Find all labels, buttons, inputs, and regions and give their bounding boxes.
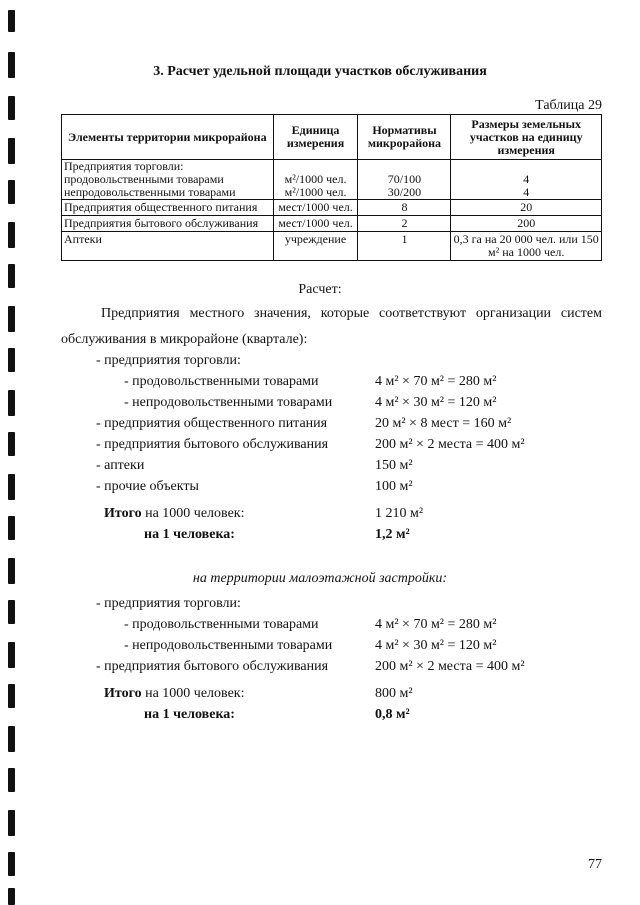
binder-mark [8,348,15,372]
table-cell: 2 [358,216,451,232]
table-cell: мест/1000 чел. [273,216,358,232]
binder-mark [8,180,15,204]
binder-mark [8,390,15,416]
binder-mark [8,96,15,120]
total-bold-2: Итого [104,686,142,701]
trade-label-2: - предприятия торговли: [96,596,241,611]
total-rest-2: на 1000 человек: [141,686,245,701]
food-label: - продовольственными товарами [124,374,319,389]
trade-label: - предприятия торговли: [96,353,241,368]
binder-mark [8,516,15,540]
pharmacy-value: 150 м² [375,458,413,473]
cell-line: продовольственными товарами [64,172,224,186]
service-value: 200 м² × 2 места = 400 м² [375,437,525,452]
service-label-2: - предприятия бытового обслуживания [96,659,329,674]
table-header-row [62,115,602,160]
table-cell: 0,3 га на 20 000 чел. или 150 м² на 1000 чел. [451,232,602,261]
service-value-2: 200 м² × 2 места = 400 м² [375,659,525,674]
per-person-label-2: на 1 человека: [144,707,235,722]
table-cell: мест/1000 чел. [273,200,358,216]
per-person-value: 1,2 м² [375,527,410,542]
total-label-2 [104,686,244,702]
service-label: - предприятия бытового обслуживания [96,437,329,452]
table-cell: 8 [358,200,451,216]
other-label: - прочие объекты [96,479,199,494]
total-value-2: 800 м² [375,686,413,701]
per-person-value-2: 0,8 м² [375,707,410,722]
binder-mark [8,684,15,708]
norms-table [61,114,602,261]
table-cell: Предприятия общественного питания [62,200,274,216]
table-cell [62,160,274,200]
binder-mark [8,888,15,905]
header-elements: Элементы территории микрорайона [62,115,274,160]
table-cell [273,160,358,200]
binder-mark [8,852,15,876]
catering-label: - предприятия общественного питания [96,416,328,431]
page-title: 3. Расчет удельной площади участков обслуживания [153,64,487,79]
table-row [62,160,602,200]
subheading: на территории малоэтажной застройки: [192,571,448,586]
binder-mark [8,10,15,32]
table-label: Таблица 29 [535,98,602,113]
binder-mark [8,600,15,624]
catering-value: 20 м² × 8 мест = 160 м² [375,416,512,431]
table-cell [451,160,602,200]
binder-mark [8,810,15,836]
table-row [62,200,602,216]
total-bold: Итого [104,506,142,521]
cell-line: м²/1000 чел. [284,172,347,186]
binder-mark [8,138,15,164]
cell-line: м²/1000 чел. [284,185,347,199]
table-row [62,232,602,261]
binder-mark [8,726,15,752]
nonfood-label-2: - непродовольственными товарами [124,638,333,653]
table-cell: 200 [451,216,602,232]
table-cell: Предприятия бытового обслуживания [62,216,274,232]
cell-line: 30/200 [387,185,422,199]
calc-label: Расчет: [298,282,342,297]
per-person-label: на 1 человека: [144,527,235,542]
table-cell: Аптеки [62,232,274,261]
table-cell [358,160,451,200]
cell-line: 4 [523,172,530,186]
total-rest: на 1000 человек: [141,506,245,521]
other-value: 100 м² [375,479,413,494]
binder-mark [8,642,15,668]
table-row [62,216,602,232]
cell-line: Предприятия торговли: [64,159,184,173]
food-label-2: - продовольственными товарами [124,617,319,632]
binder-mark [8,768,15,792]
total-value: 1 210 м² [375,506,424,521]
binder-mark [8,432,15,456]
cell-line: 70/100 [387,172,422,186]
header-plot-sizes: Размеры земельных участков на единицу измерения [451,115,602,160]
table-cell: учреждение [273,232,358,261]
binder-mark [8,306,15,332]
cell-line: 4 [523,185,530,199]
food-value-2: 4 м² × 70 м² = 280 м² [375,617,497,632]
header-unit: Единица измерения [273,115,358,160]
nonfood-value: 4 м² × 30 м² = 120 м² [375,395,497,410]
binder-mark [8,474,15,500]
table-cell: 20 [451,200,602,216]
food-value: 4 м² × 70 м² = 280 м² [375,374,497,389]
table-cell: 1 [358,232,451,261]
intro-paragraph: Предприятия местного значения, которые соответствуют организации систем обслуживания в микрорайоне (квартале): [61,306,602,347]
binder-mark [8,222,15,248]
nonfood-label: - непродовольственными товарами [124,395,333,410]
cell-line: непродовольственными товарами [64,185,236,199]
header-norms: Нормативы микрорайона [358,115,451,160]
page-number: 77 [588,857,602,872]
nonfood-value-2: 4 м² × 30 м² = 120 м² [375,638,497,653]
total-label [104,506,244,522]
pharmacy-label: - аптеки [96,458,145,473]
